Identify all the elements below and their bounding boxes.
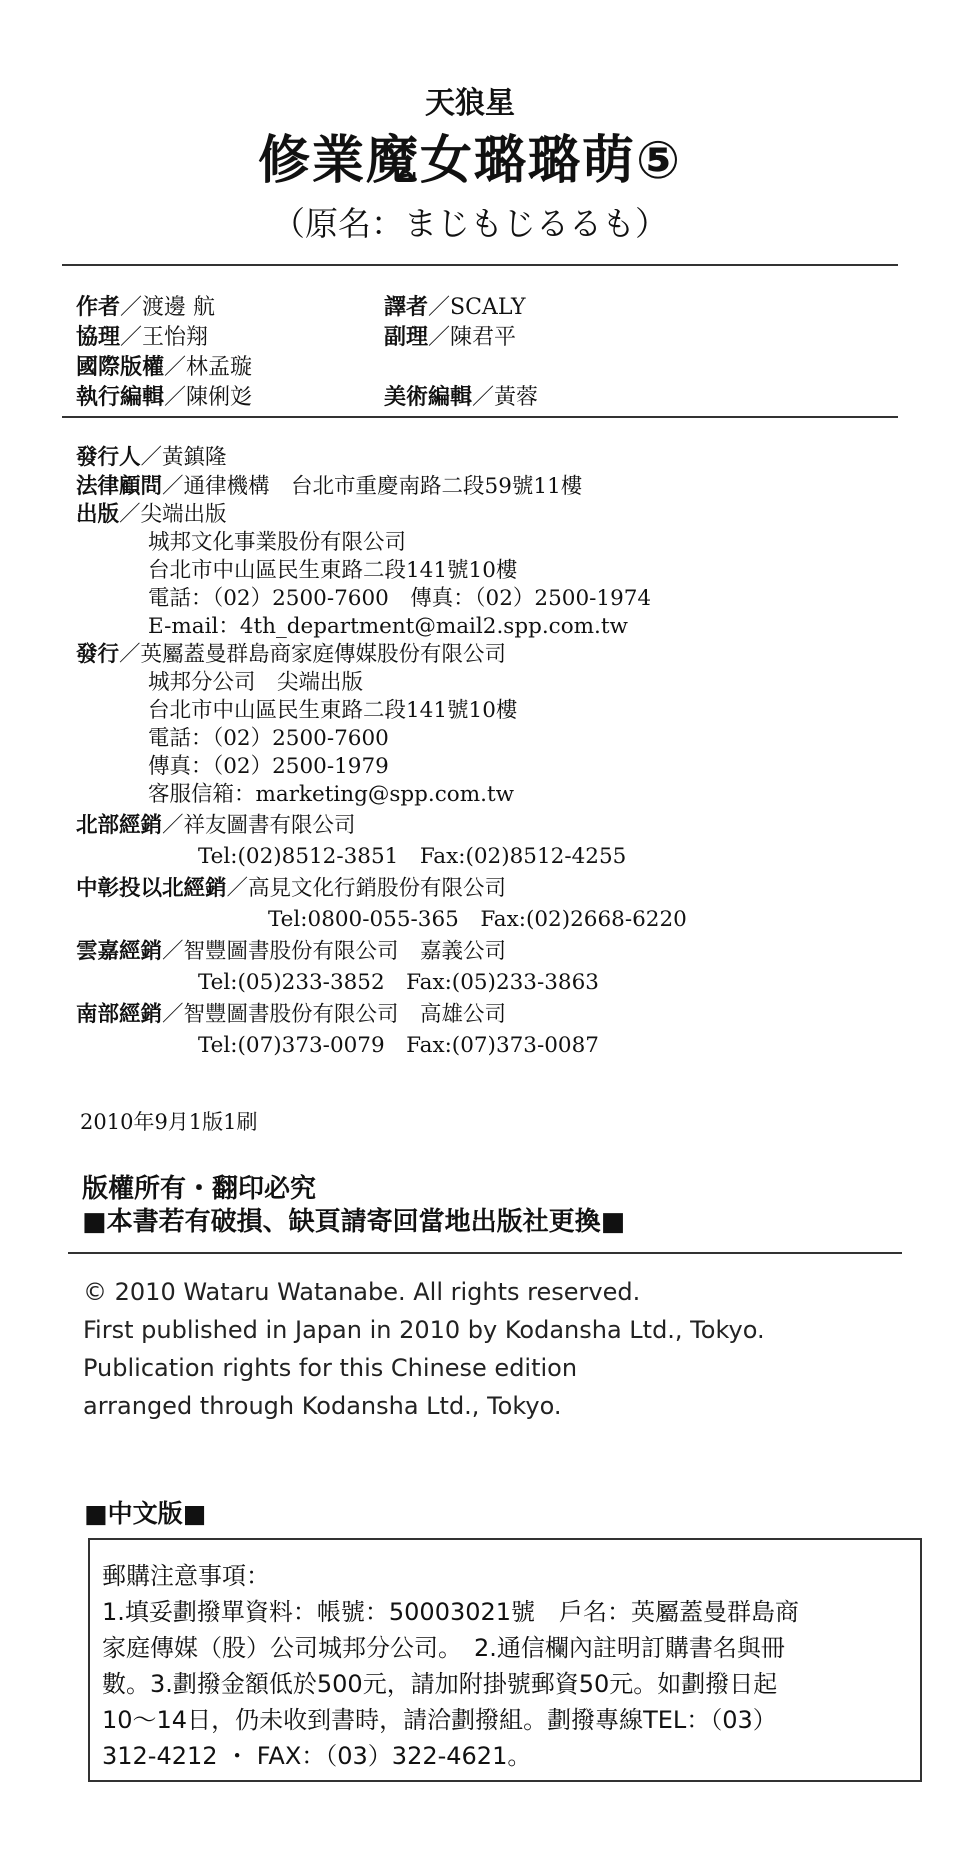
issuer-line: 發行人／黃鎮隆	[76, 445, 227, 470]
legal-line: 法律顧問／通律機構 台北市重慶南路二段59號11樓	[76, 474, 583, 499]
credit-executive-editor: 執行編輯／陳俐彣	[76, 385, 253, 410]
mail-order-line: 家庭傳媒（股）公司城邦分公司。 2.通信欄內註明訂購書名與冊	[102, 1634, 785, 1662]
mail-order-heading: 郵購注意事項：	[102, 1562, 270, 1590]
credit-deputy-manager: 副理／陳君平	[384, 325, 517, 350]
publishing-email: E-mail：4th_department@mail2.spp.com.tw	[148, 614, 628, 639]
mail-order-line: 1.填妥劃撥單資料：帳號：50003021號 戶名：英屬蓋曼群島商	[102, 1598, 800, 1626]
rights-notice: 版權所有・翻印必究	[82, 1174, 317, 1204]
publishing-detail: 台北市中山區民生東路二段141號10樓	[148, 558, 518, 583]
copyright-line: First published in Japan in 2010 by Kodansha Ltd., Tokyo.	[83, 1316, 765, 1344]
distributor-central: 中彰投以北經銷／高見文化行銷股份有限公司	[76, 876, 507, 901]
credit-author: 作者／渡邊 航	[76, 295, 216, 320]
original-title: （原名：まじもじるるも）	[272, 204, 668, 243]
copyright-line: arranged through Kodansha Ltd., Tokyo.	[83, 1392, 562, 1420]
divider-copyright	[68, 1252, 902, 1254]
copyright-line: Publication rights for this Chinese edition	[83, 1354, 578, 1382]
distribution-detail: 傳真：（02）2500-1979	[148, 754, 389, 779]
series-name: 天狼星	[425, 86, 515, 121]
mail-order-line: 10～14日，仍未收到書時，請洽劃撥組。劃撥專線TEL：（03）	[102, 1706, 777, 1734]
damage-notice: ■本書若有破損、缺頁請寄回當地出版社更換■	[82, 1207, 626, 1237]
distributor-contact: Tel:(05)233-3852 Fax:(05)233-3863	[198, 970, 599, 995]
distribution-detail: 電話：（02）2500-7600	[148, 726, 389, 751]
distributor-contact: Tel:(07)373-0079 Fax:(07)373-0087	[198, 1033, 599, 1058]
credit-associate-manager: 協理／王怡翔	[76, 325, 209, 350]
mail-order-line: 312-4212 ・ FAX：（03）322-4621。	[102, 1742, 532, 1770]
chinese-edition-label: ■中文版■	[84, 1499, 207, 1528]
distribution-detail: 台北市中山區民生東路二段141號10樓	[148, 698, 518, 723]
credit-art-editor: 美術編輯／黃蓉	[384, 385, 539, 410]
distributor-south: 南部經銷／智豐圖書股份有限公司 高雄公司	[76, 1002, 507, 1027]
distribution-detail: 城邦分公司 尖端出版	[148, 670, 364, 695]
book-title: 修業魔女璐璐萌⑤	[257, 131, 683, 191]
copyright-line: © 2010 Wataru Watanabe. All rights reserved.	[83, 1278, 641, 1306]
print-date: 2010年9月1版1刷	[80, 1110, 258, 1134]
distribution-line: 發行／英屬蓋曼群島商家庭傳媒股份有限公司	[76, 642, 507, 667]
publishing-detail: 城邦文化事業股份有限公司	[148, 530, 407, 555]
publishing-line: 出版／尖端出版	[76, 502, 227, 527]
distributor-north: 北部經銷／祥友圖書有限公司	[76, 813, 356, 838]
publishing-detail: 電話：（02）2500-7600 傳真：（02）2500-1974	[148, 586, 652, 611]
divider-top	[62, 264, 898, 266]
credit-international-rights: 國際版權／林孟璇	[76, 355, 253, 380]
distribution-email: 客服信箱：marketing@spp.com.tw	[148, 782, 515, 807]
mail-order-box	[88, 1538, 922, 1782]
distributor-yunjia: 雲嘉經銷／智豐圖書股份有限公司 嘉義公司	[76, 939, 507, 964]
credit-translator: 譯者／SCALY	[384, 295, 526, 320]
distributor-contact: Tel:(02)8512-3851 Fax:(02)8512-4255	[198, 844, 627, 869]
divider-credits	[62, 416, 898, 418]
distributor-contact: Tel:0800-055-365 Fax:(02)2668-6220	[268, 907, 687, 932]
mail-order-line: 數。3.劃撥金額低於500元，請加附掛號郵資50元。如劃撥日起	[102, 1670, 778, 1698]
